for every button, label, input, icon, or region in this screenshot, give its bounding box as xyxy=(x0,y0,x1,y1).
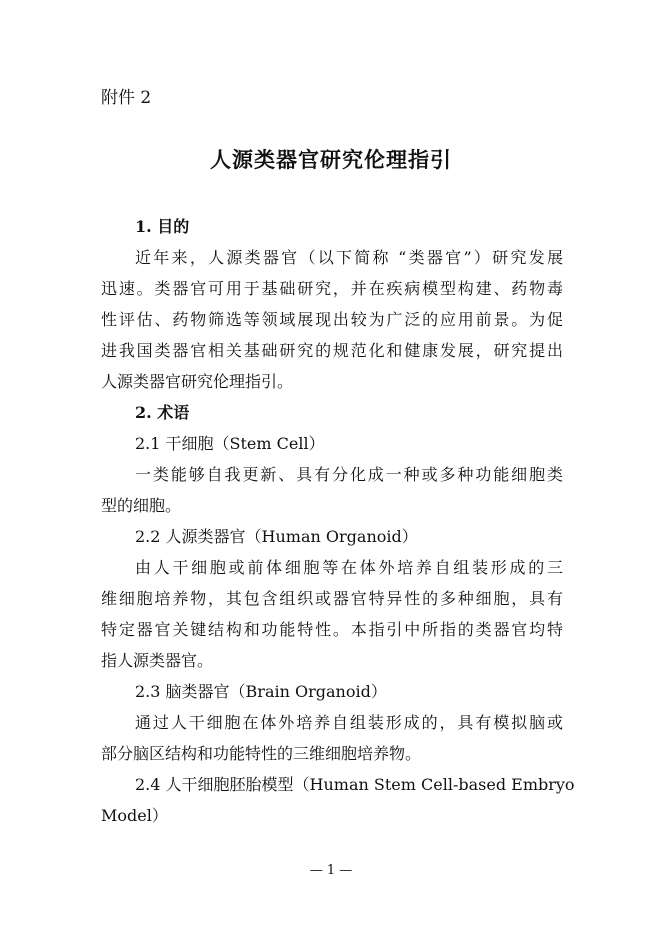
paragraph-line: 通过人干细胞在体外培养自组装形成的，具有模拟脑或 xyxy=(135,713,563,732)
paragraph-line: 部分脑区结构和功能特性的三维细胞培养物。 xyxy=(101,744,422,763)
term-2-1-heading: 2.1 干细胞（Stem Cell） xyxy=(135,434,325,453)
page-number: — 1 — xyxy=(309,863,353,878)
term-2-3-heading: 2.3 脑类器官（Brain Organoid） xyxy=(135,682,387,701)
document-body xyxy=(101,211,575,831)
paragraph-line: 人源类器官研究伦理指引。 xyxy=(101,372,294,391)
paragraph-line: 型的细胞。 xyxy=(101,496,182,515)
section-1-heading: 1. 目的 xyxy=(135,217,190,236)
paragraph-line: 由人干细胞或前体细胞等在体外培养自组装形成的三 xyxy=(135,558,563,577)
paragraph-line: 近年来，人源类器官（以下简称 “类器官”）研究发展 xyxy=(135,248,563,267)
paragraph-line: 特定器官关键结构和功能特性。本指引中所指的类器官均特 xyxy=(101,620,563,639)
term-2-2-heading: 2.2 人源类器官（Human Organoid） xyxy=(135,527,418,546)
annex-label: 附件 2 xyxy=(101,88,152,108)
term-2-4-heading: 2.4 人干细胞胚胎模型（Human Stem Cell-based Embryo xyxy=(135,775,575,794)
paragraph-line: 迅速。类器官可用于基础研究，并在疾病模型构建、药物毒 xyxy=(101,279,563,298)
paragraph-line: 进我国类器官相关基础研究的规范化和健康发展，研究提出 xyxy=(101,341,563,360)
paragraph-line: 一类能够自我更新、具有分化成一种或多种功能细胞类 xyxy=(135,465,563,484)
document-title: 人源类器官研究伦理指引 xyxy=(210,147,452,172)
paragraph-line: 性评估、药物筛选等领域展现出较为广泛的应用前景。为促 xyxy=(101,310,563,329)
paragraph-line: 维细胞培养物，其包含组织或器官特异性的多种细胞，具有 xyxy=(101,589,563,608)
term-2-4-heading-continued: Model） xyxy=(101,806,168,825)
paragraph-line: 指人源类器官。 xyxy=(101,651,214,670)
section-2-heading: 2. 术语 xyxy=(135,403,190,422)
